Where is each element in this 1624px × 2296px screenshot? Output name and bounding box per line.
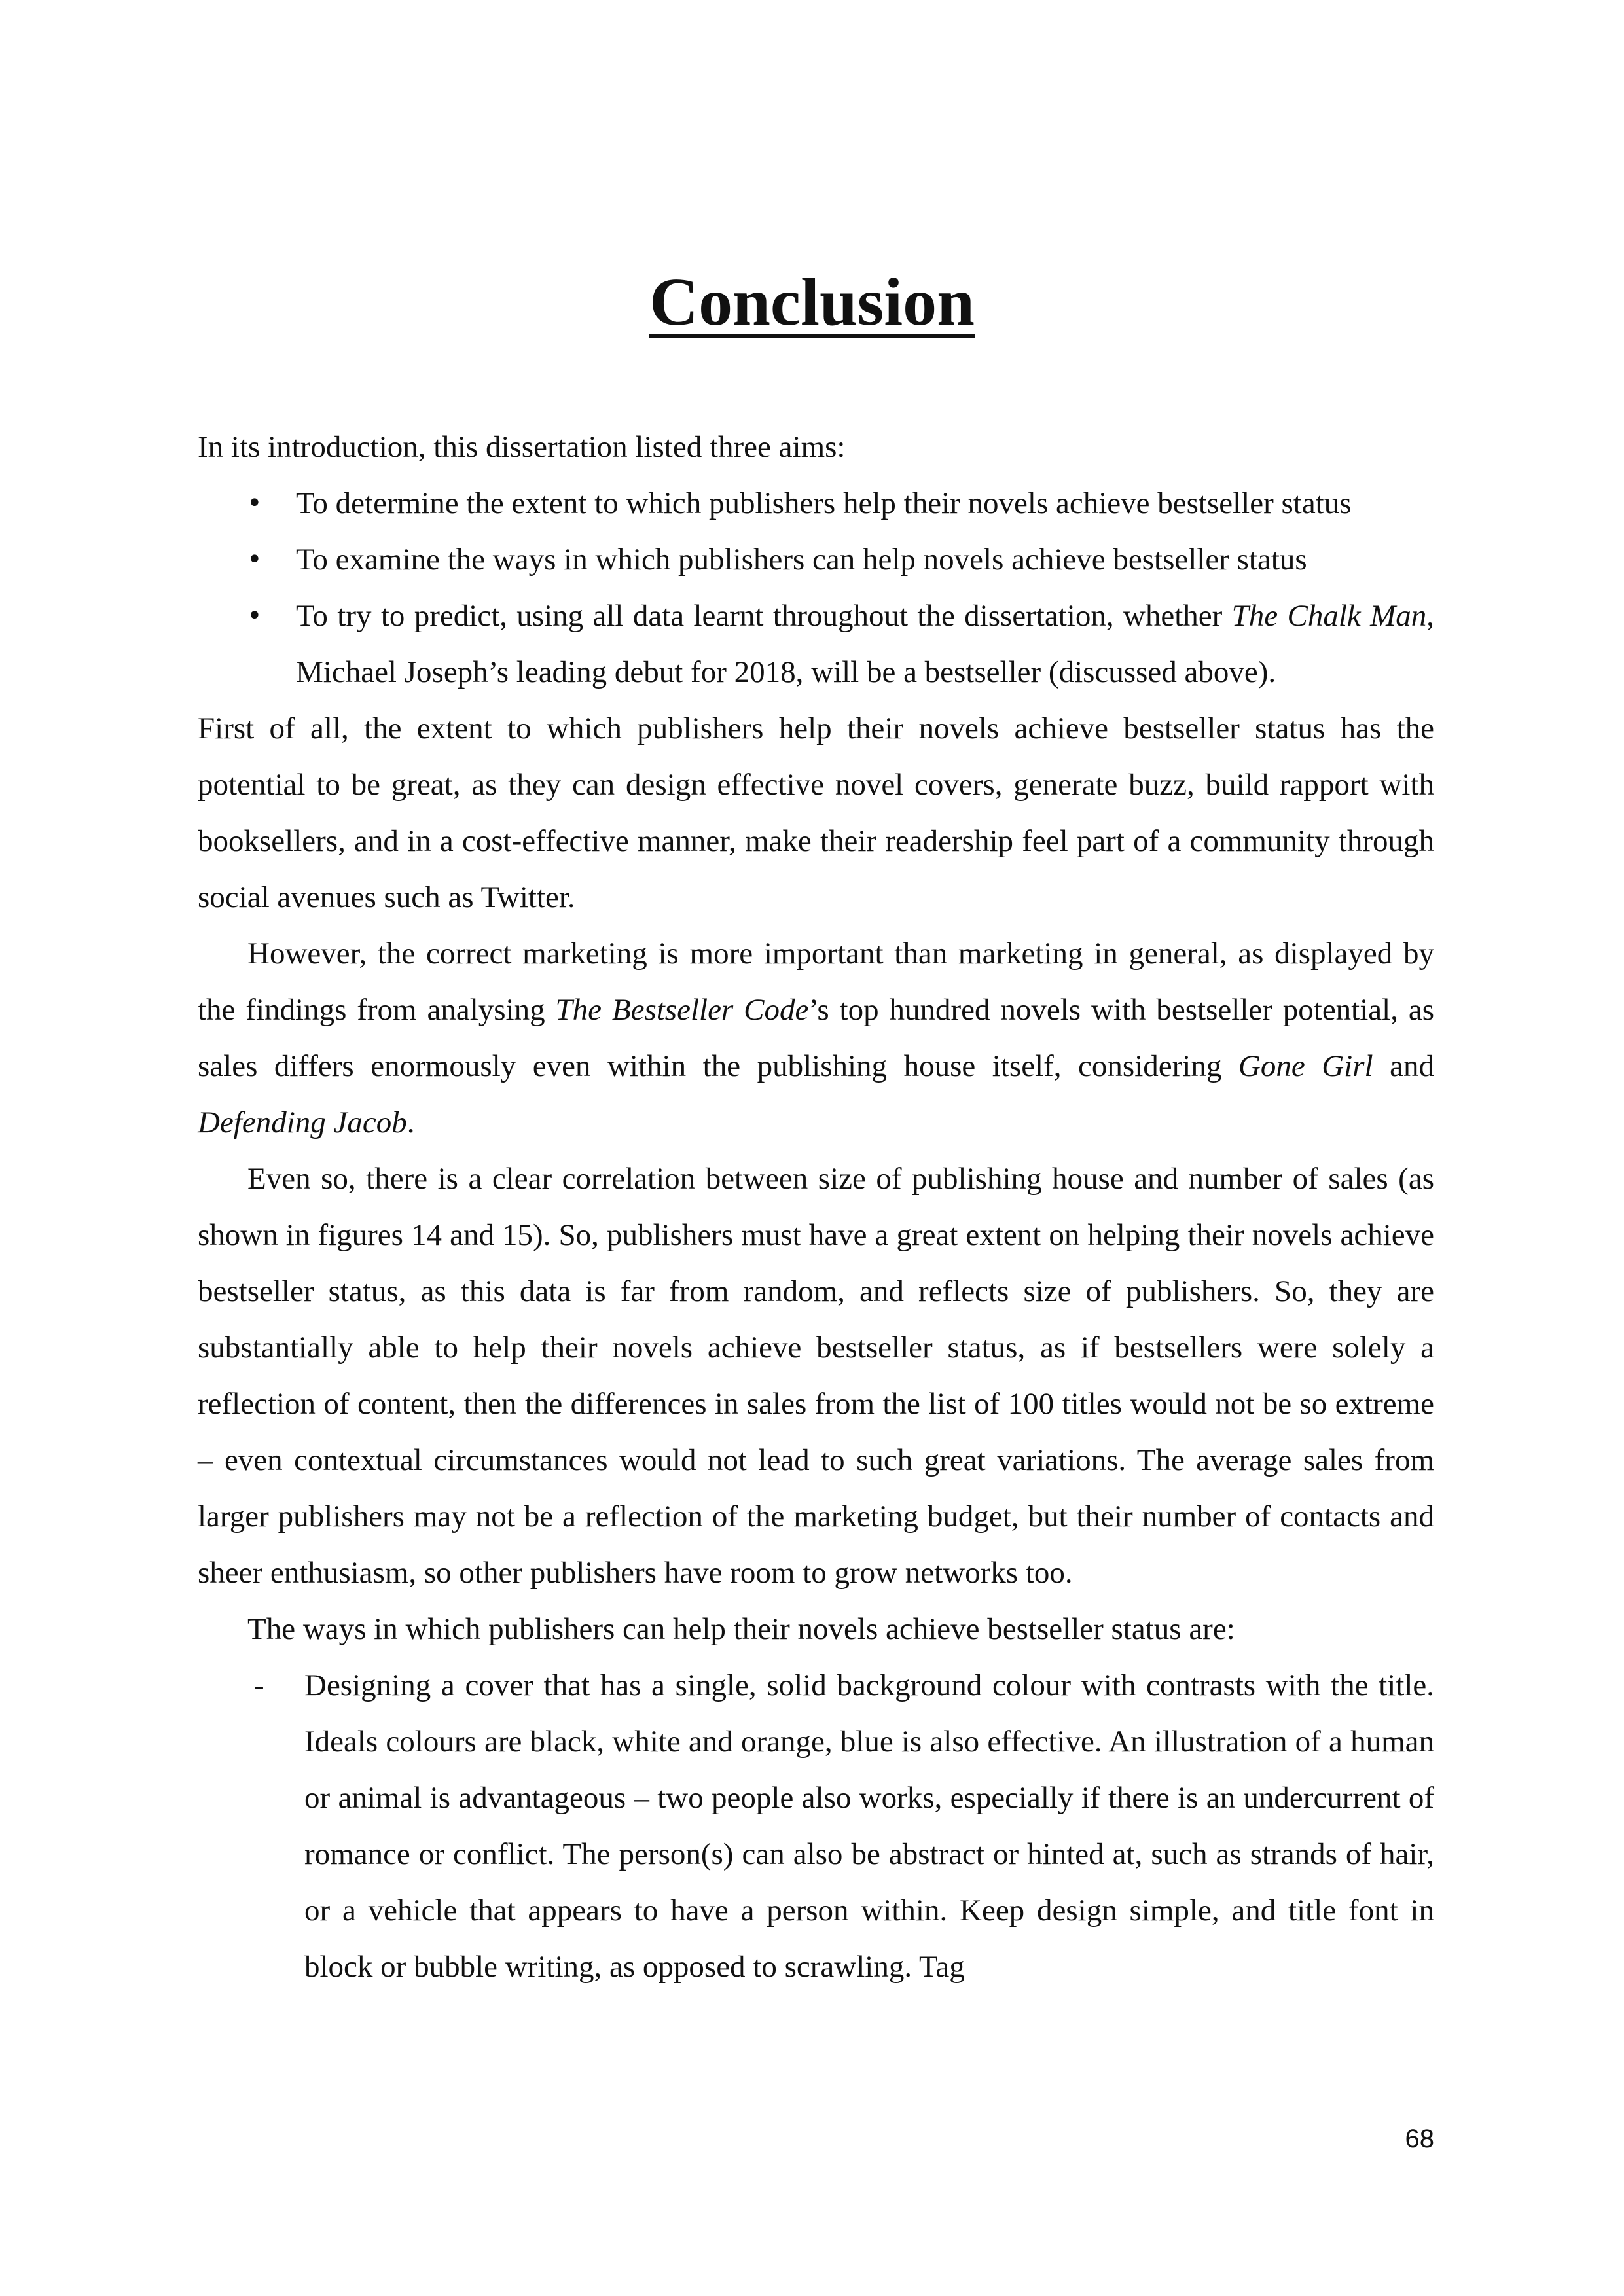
dash-marker: - (254, 1668, 264, 1702)
paragraph-extent: First of all, the extent to which publishers help their novels achieve bestseller status has the potential to be great, as they can design effective novel covers, generate buzz, build rapport with booksellers, and in a cost-effective manner, make their readership feel part of a community through social avenues such as Twitter. (198, 711, 1434, 914)
paragraph-correlation: Even so, there is a clear correlation between size of publishing house and number of sales (as shown in figures 14 and 15). So, publishers must have a great extent on helping their novels achieve bestseller status, as this data is far from random, and reflects size of publishers. So, they are substantially able to help their novels achieve bestseller status, as if bestsellers were solely a reflection of content, then the differences in sales from the list of 100 titles would not be so extreme – even contextual circumstances would not lead to such great variations. The average sales from larger publishers may not be a reflection of the marketing budget, but their number of contacts and sheer enthusiasm, so other publishers have room to grow networks too. (198, 1162, 1434, 1590)
way-text-1: Designing a cover that has a single, solid background colour with contrasts with the title. Ideals colours are black, white and orange, blue is also effective. An illustration of a human or animal is advantageous – two people also works, especially if there is an undercurrent of romance or conflict. The person(s) can also be abstract or hinted at, such as strands of hair, or a vehicle that appears to have a person within. Keep design simple, and title font in block or bubble writing, as opposed to scrawling. Tag (304, 1668, 1434, 1984)
aim-item-1 (247, 475, 1434, 531)
book-title-chalk-man: The Chalk Man (1231, 599, 1427, 633)
book-title-gone-girl: Gone Girl (1238, 1049, 1373, 1083)
aim-text-1: To determine the extent to which publishers help their novels achieve bestseller status (296, 486, 1352, 520)
aim-text-3-before: To try to predict, using all data learnt throughout the dissertation, whether (296, 599, 1232, 633)
body-text (198, 419, 1434, 1995)
bullet-icon: • (247, 545, 262, 575)
page-number: 68 (1405, 2125, 1434, 2153)
bullet-icon: • (247, 601, 262, 631)
book-title-defending-jacob: Defending Jacob (198, 1105, 407, 1139)
aim-text-2: To examine the ways in which publishers can help novels achieve bestseller status (296, 543, 1307, 577)
para2-before: However, the correct marketing is more important than marketing in general, as displayed by the findings from analysing (198, 937, 1434, 1027)
intro-paragraph: In its introduction, this dissertation listed three aims: (198, 430, 846, 464)
book-title-bestseller-code: The Bestseller Code (555, 993, 809, 1027)
para2-and: and (1373, 1049, 1434, 1083)
para2-middle: ’s top hundred novels with bestseller potential, as sales differs enormously even within the publishing house itself, considering (198, 993, 1435, 1083)
para2-end: . (406, 1105, 415, 1139)
paragraph-marketing (198, 925, 1434, 1151)
aim-item-3 (247, 588, 1434, 700)
bullet-icon: • (247, 488, 262, 518)
aim-item-2 (247, 531, 1434, 588)
paragraph-ways-intro: The ways in which publishers can help their novels achieve bestseller status are: (247, 1612, 1235, 1646)
aims-list (198, 475, 1434, 700)
aim-text-3-after: , Michael Joseph’s leading debut for 2018, will be a bestseller (discussed above). (296, 599, 1434, 689)
way-item-1 (254, 1657, 1434, 1995)
page-title: Conclusion (649, 264, 975, 340)
ways-list (198, 1657, 1434, 1995)
